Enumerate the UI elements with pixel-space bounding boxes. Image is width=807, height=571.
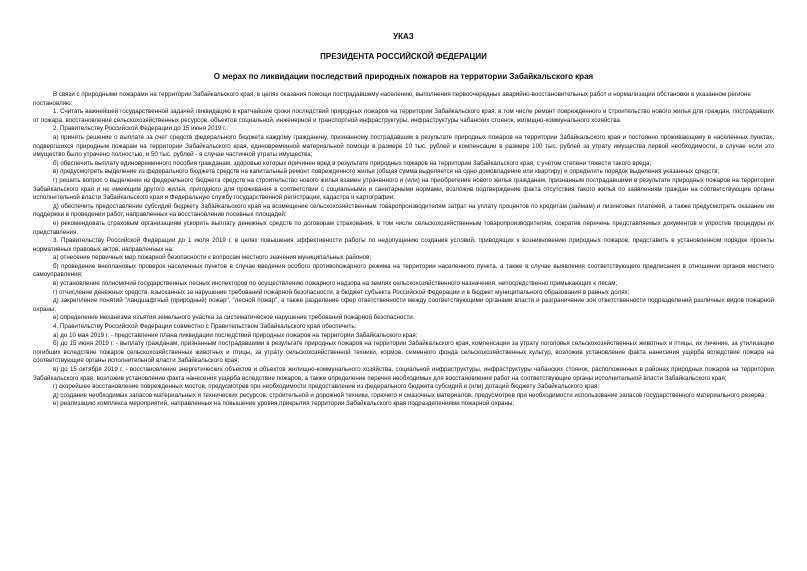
document-issuer: ПРЕЗИДЕНТА РОССИЙСКОЙ ФЕДЕРАЦИИ xyxy=(320,52,487,61)
document-title: О мерах по ликвидации последствий природных пожаров на территории Забайкальского края xyxy=(213,72,594,81)
paragraph: е) рекомендовать страховым организациям ускорить выплату денежных средств по договорам страхования, в том числе сельскохозяйственным товаропроизводителям, сократив перечень представляемых документов и упростив процедуры их представления. xyxy=(33,219,774,236)
paragraph: г) решить вопрос о выделении из федерального бюджета средств на строительство нового жилья взамен утраченного и (или) на приобретение нового жилья гражданам, признанным пострадавшими в результате природных пожаров на территории Забайкальского края и не имеющим другого жилья, пригодного для проживания в соответствии с социальными и санитарными нормами, возложив подтверждение факта отсутствия такого жилья по заявлениям граждан на соответствующие органы исполнительной власти Забайкальского края и Федеральную службу государственной регистрации, кадастра и картографии; xyxy=(33,176,774,202)
paragraph: а) отнесение первичных мер пожарной безопасности к вопросам местного значения муниципальных районов; xyxy=(53,254,372,262)
paragraph: д) создание необходимых запасов материальных и технических ресурсов, строительной и дорожной техники, горючего и смазочных материалов, предусмотрев при необходимости использование запасов государственного материального резерва; xyxy=(53,391,767,399)
paragraph: д) закрепление понятий "ландшафтный (природный) пожар", "лесной пожар", а также разделение сфер ответственности между соответствующими органами власти и разграничение зон ответственности подразделений различных видов пожарной охраны; xyxy=(33,297,774,313)
paragraph: б) обеспечить выплату единовременного пособия гражданам, здоровью которых причинен вред в результате природных пожаров на территории Забайкальского края, с учетом степени тяжести такого вреда; xyxy=(53,159,652,167)
paragraph: 1. Считать важнейшей государственной задачей ликвидацию в кратчайшие сроки последствий природных пожаров на территории Забайкальского края, в том числе ремонт поврежденного и строительство нового жилья для граждан, пострадавших от пожара, восстановление сельскохозяйственных ресурсов, объектов социальной, инженерной и транспортной инфраструктуры, инфраструктуры чабанских стоянок, жилищно-коммунального хозяйства. xyxy=(33,108,774,124)
paragraph: г) скорейшее восстановление поврежденных мостов, предусмотрев при необходимости предоставление из федерального бюджета субсидий и (или) дотаций бюджету Забайкальского края; xyxy=(53,383,600,391)
document-heading: УКАЗ xyxy=(393,32,414,41)
paragraph: б) проведение внеплановых проверок населенных пунктов в случае введения особого противопожарного режима на территории населенного пункта, а также в случае выявления соответствующего предписания в отношении органов местного самоуправления; xyxy=(33,262,774,279)
paragraph: 4. Правительству Российской Федерации совместно с Правительством Забайкальского края обеспечить: xyxy=(53,323,357,331)
paragraph: г) отчисление денежных средств, взысканных за нарушение требований пожарной безопасности, в бюджет субъекта Российской Федерации и в бюджет муниципального образования в равных долях; xyxy=(53,288,630,296)
paragraph: постановляю: xyxy=(33,99,73,107)
paragraph: 3. Правительству Российской Федерации до 1 июля 2019 г. в целях повышения эффективности работы по недопущению создания условий, приводящих к возникновению природных пожаров, представить в установленном порядке проекты нормативных правовых актов, направленных на: xyxy=(33,237,774,253)
document-body xyxy=(33,91,774,409)
paragraph: в) до 15 октября 2019 г. - восстановление энергетических объектов и объектов жилищно-коммунального хозяйства, социальной инфраструктуры, инфраструктуры чабанских стоянок, расположенных в районах природных пожаров на территории Забайкальского края, возложив установление факта нанесения ущерба вследствие пожаров, а также определение перечня необходимых для восстановления работ на соответствующие органы исполнительной власти Забайкальского края; xyxy=(33,366,774,382)
paragraph: в) предусмотреть выделение из федерального бюджета средств на капитальный ремонт поврежденного жилья (общая сумма выделяется на одно домовладение или квартиру) и определить порядок выделения указанных средств; xyxy=(53,168,720,176)
paragraph: б) до 15 июня 2019 г. - выплату гражданам, признанным пострадавшими в результате природных пожаров на территории Забайкальского края, компенсации за утрату поголовья сельскохозяйственных животных и птицы, их лечение, за утилизацию погибших вследствие пожаров сельскохозяйственных животных и птицы, за утрату сельскохозяйственной техники, кормов, семенного фонда сельскохозяйственных культур, возложив установление факта нанесения ущерба вследствие пожара на соответствующие органы исполнительной власти Забайкальского края; xyxy=(33,340,774,365)
paragraph: а) до 10 мая 2019 г. - представление плана ликвидации последствий природных пожаров на территории Забайкальского края; xyxy=(53,331,418,339)
paragraph: в) установление полномочий государственных лесных инспекторов по осуществлению пожарного надзора на землях сельскохозяйственного назначения, непосредственно примыкающих к лесам; xyxy=(53,280,618,288)
paragraph: 2. Правительству Российской Федерации до 15 июня 2019 г.: xyxy=(53,125,229,133)
paragraph: а) принять решение о выплате за счет средств федерального бюджета каждому гражданину, признанному пострадавшим в результате природных пожаров на территории Забайкальского края и постоянно проживающему в населенных пунктах, подвергшихся природным пожарам на территории Забайкальского края, единовременной материальной помощи в размере 10 тыс. рублей и компенсации в размере 100 тыс. рублей за утрату имущества первой необходимости, в случае если это имущество было утрачено полностью, и 50 тыс. рублей - в случае частичной утраты имущества; xyxy=(33,133,774,159)
paragraph: В связи с природными пожарами на территории Забайкальского края, в целях оказания помощи пострадавшему населению, выполнения первоочередных аварийно-восстановительных работ и нормализации обстановки в указанном регионе xyxy=(53,91,751,98)
paragraph: д) обеспечить предоставление субсидий бюджету Забайкальского края на возмещение сельскохозяйственным товаропроизводителям затрат на уплату процентов по кредитам (займам) и лизинговых платежей, а также предусмотреть оказание им поддержки в проведении работ, направленных на восстановление посевных площадей; xyxy=(33,202,774,219)
paragraph: е) определение механизма изъятия земельного участка за систематическое нарушение требований пожарной безопасности. xyxy=(53,314,415,322)
paragraph: е) реализацию комплекса мероприятий, направленных на повышение уровня прикрытия территории Забайкальского края подразделениями пожарной охраны; xyxy=(53,400,515,408)
